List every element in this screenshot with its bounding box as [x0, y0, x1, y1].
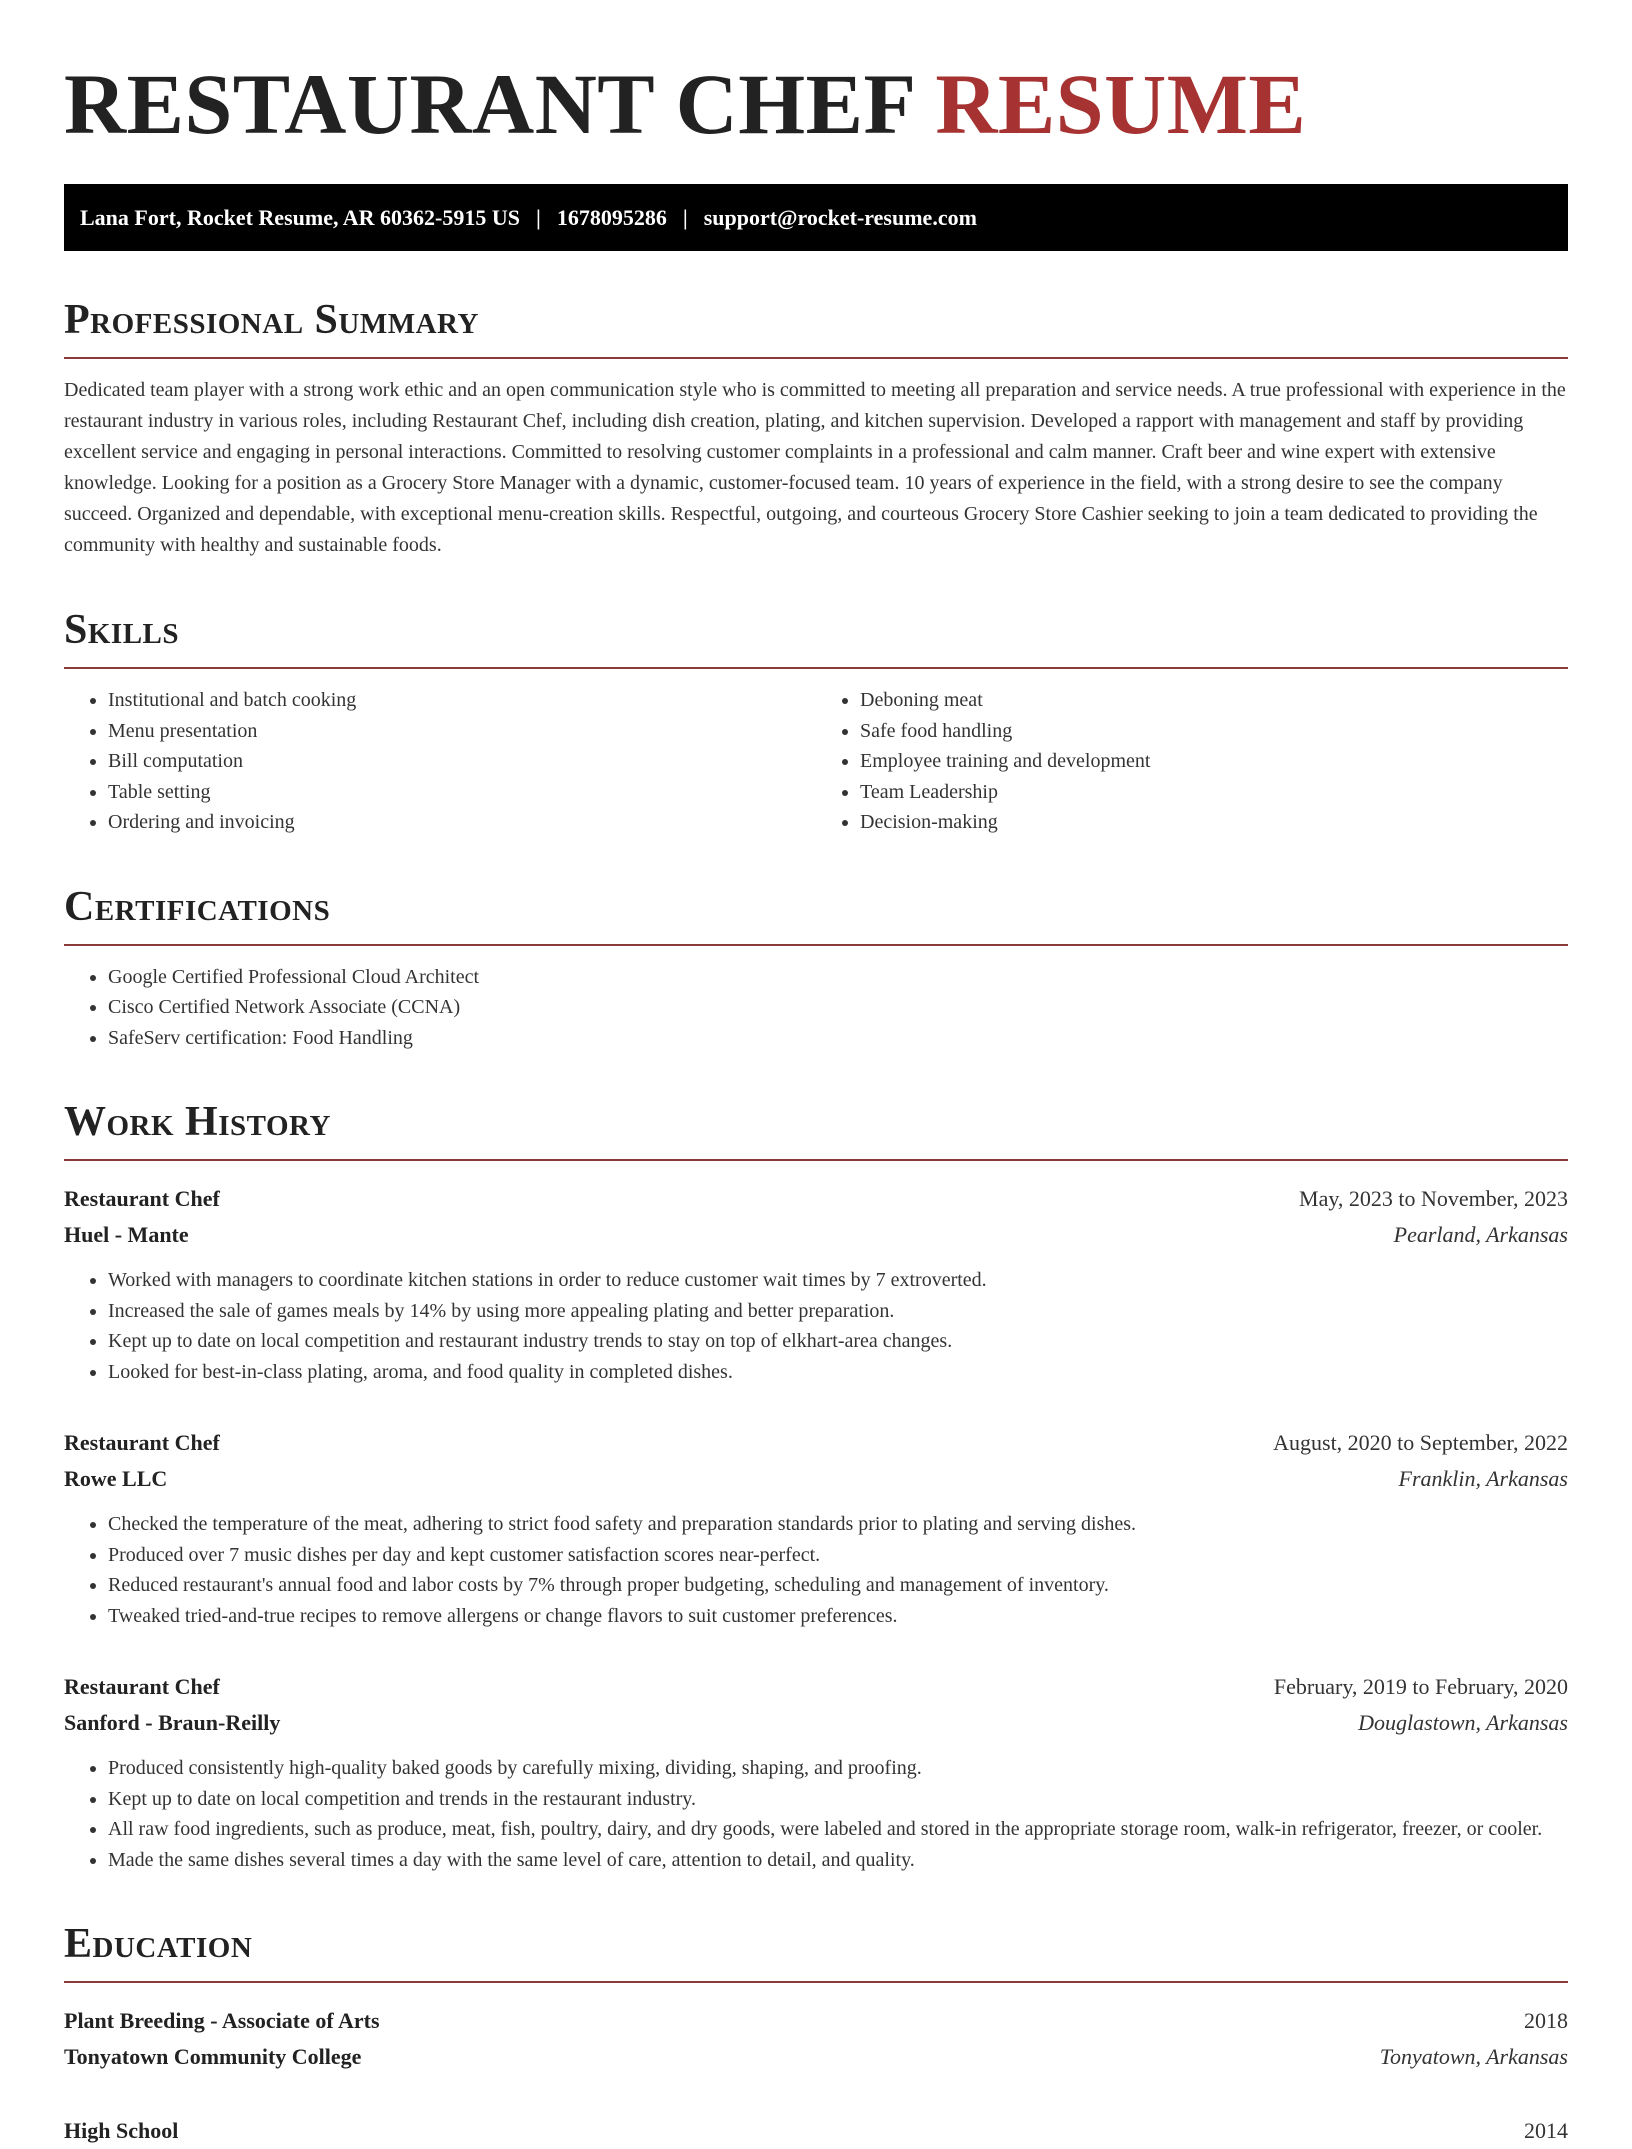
job-duty: • Worked with managers to coordinate kitchen stations in order to reduce customer wait times by 7 extroverted.	[108, 1265, 1568, 1296]
education-location: Tonyatown, Arkansas	[1379, 2044, 1568, 2069]
job-duty: • Looked for best-in-class plating, aroma, and food quality in completed dishes.	[108, 1357, 1568, 1388]
job-duty: • Tweaked tried-and-true recipes to remove allergens or change flavors to suit customer preferences.	[108, 1601, 1568, 1632]
contact-separator: |	[682, 204, 688, 230]
contact-bar	[64, 184, 1568, 251]
job-title: Restaurant Chef	[64, 1186, 220, 1211]
contact-email: support@rocket-resume.com	[703, 204, 977, 230]
job-duties	[64, 1265, 1568, 1387]
skill-item: • Decision-making	[860, 807, 1568, 838]
section-divider	[64, 1981, 1568, 1983]
education-school: Tonyatown Community College	[64, 2044, 362, 2069]
title-main: RESTAURANT CHEF	[64, 56, 914, 152]
skills-list	[64, 685, 1568, 838]
contact-separator: |	[535, 204, 541, 230]
skill-item: • Bill computation	[108, 746, 816, 777]
skill-item: • Table setting	[108, 777, 816, 808]
job-duties	[64, 1753, 1568, 1875]
job-duty: • Made the same dishes several times a day with the same level of care, attention to detail, and quality.	[108, 1845, 1568, 1876]
skill-item: • Team Leadership	[860, 777, 1568, 808]
skill-item: • Safe food handling	[860, 716, 1568, 747]
section-divider	[64, 667, 1568, 669]
education-entry	[64, 2113, 1568, 2149]
job-duty: • All raw food ingredients, such as produce, meat, fish, poultry, dairy, and dry goods, were labeled and stored in the appropriate storage room, walk-in refrigerator, freezer, or cooler.	[108, 1814, 1568, 1845]
job-duty: • Reduced restaurant's annual food and labor costs by 7% through proper budgeting, scheduling and management of inventory.	[108, 1570, 1568, 1601]
job-company: Rowe LLC	[64, 1466, 168, 1491]
job-title: Restaurant Chef	[64, 1430, 220, 1455]
skills-column-right	[816, 685, 1568, 838]
job-duty: • Kept up to date on local competition and restaurant industry trends to stay on top of elkhart-area changes.	[108, 1326, 1568, 1357]
certification-item: • Google Certified Professional Cloud Architect	[108, 962, 1568, 993]
job-entry	[64, 1669, 1568, 1875]
section-divider	[64, 944, 1568, 946]
skill-item: • Ordering and invoicing	[108, 807, 816, 838]
job-location: Franklin, Arkansas	[1398, 1466, 1568, 1491]
skills-heading: Skills	[64, 607, 180, 653]
job-company: Huel - Mante	[64, 1222, 189, 1247]
skill-item: • Employee training and development	[860, 746, 1568, 777]
skill-item: • Institutional and batch cooking	[108, 685, 816, 716]
education-degree: Plant Breeding - Associate of Arts	[64, 2008, 380, 2033]
job-dates: May, 2023 to November, 2023	[1299, 1186, 1568, 1211]
job-entry	[64, 1181, 1568, 1387]
skill-item: • Menu presentation	[108, 716, 816, 747]
skills-column-left	[64, 685, 816, 838]
skill-item: • Deboning meat	[860, 685, 1568, 716]
job-company: Sanford - Braun-Reilly	[64, 1710, 281, 1735]
section-divider	[64, 1159, 1568, 1161]
education-year: 2014	[1524, 2118, 1568, 2143]
job-duty: • Kept up to date on local competition and trends in the restaurant industry.	[108, 1784, 1568, 1815]
job-duty: • Checked the temperature of the meat, adhering to strict food safety and preparation standards prior to plating and serving dishes.	[108, 1509, 1568, 1540]
job-duty: • Increased the sale of games meals by 14% by using more appealing plating and better preparation.	[108, 1296, 1568, 1327]
work-history-heading: Work History	[64, 1099, 331, 1145]
summary-text: Dedicated team player with a strong work ethic and an open communication style who is committed to meeting all preparation and service needs. A true professional with experience in the restaurant industry in various roles, including Restaurant Chef, including dish creation, plating, and kitchen supervision. Developed a rapport with management and staff by providing excellent service and engaging in personal interactions. Committed to resolving customer complaints in a professional and calm manner. Craft beer and wine expert with extensive knowledge. Looking for a position as a Grocery Store Manager with a dynamic, customer-focused team. 10 years of experience in the field, with a strong desire to see the company succeed. Organized and dependable, with exceptional menu-creation skills. Respectful, outgoing, and courteous Grocery Store Cashier seeking to join a team dedicated to providing the community with healthy and sustainable foods.	[64, 379, 1566, 556]
job-location: Pearland, Arkansas	[1393, 1222, 1568, 1247]
job-dates: February, 2019 to February, 2020	[1273, 1674, 1568, 1699]
education-degree: High School	[64, 2118, 179, 2143]
resume-title	[64, 0, 1568, 152]
job-location: Douglastown, Arkansas	[1358, 1710, 1568, 1735]
contact-address: Lana Fort, Rocket Resume, AR 60362-5915 US	[80, 204, 520, 230]
title-accent: RESUME	[935, 56, 1307, 152]
job-title: Restaurant Chef	[64, 1674, 220, 1699]
summary-heading: Professional Summary	[64, 297, 479, 343]
contact-phone: 1678095286	[556, 204, 667, 230]
certifications-list	[64, 962, 1568, 1054]
education-heading: Education	[64, 1921, 253, 1967]
certification-item: • Cisco Certified Network Associate (CCNA)	[108, 992, 1568, 1023]
job-dates: August, 2020 to September, 2022	[1273, 1430, 1568, 1455]
job-duty: • Produced over 7 music dishes per day and kept customer satisfaction scores near-perfect.	[108, 1540, 1568, 1571]
job-duties	[64, 1509, 1568, 1631]
education-year: 2018	[1524, 2008, 1568, 2033]
education-entry	[64, 2003, 1568, 2075]
certifications-heading: Certifications	[64, 883, 331, 930]
section-divider	[64, 357, 1568, 359]
job-entry	[64, 1425, 1568, 1631]
certification-item: • SafeServ certification: Food Handling	[108, 1023, 1568, 1054]
job-duty: • Produced consistently high-quality baked goods by carefully mixing, dividing, shaping, and proofing.	[108, 1753, 1568, 1784]
